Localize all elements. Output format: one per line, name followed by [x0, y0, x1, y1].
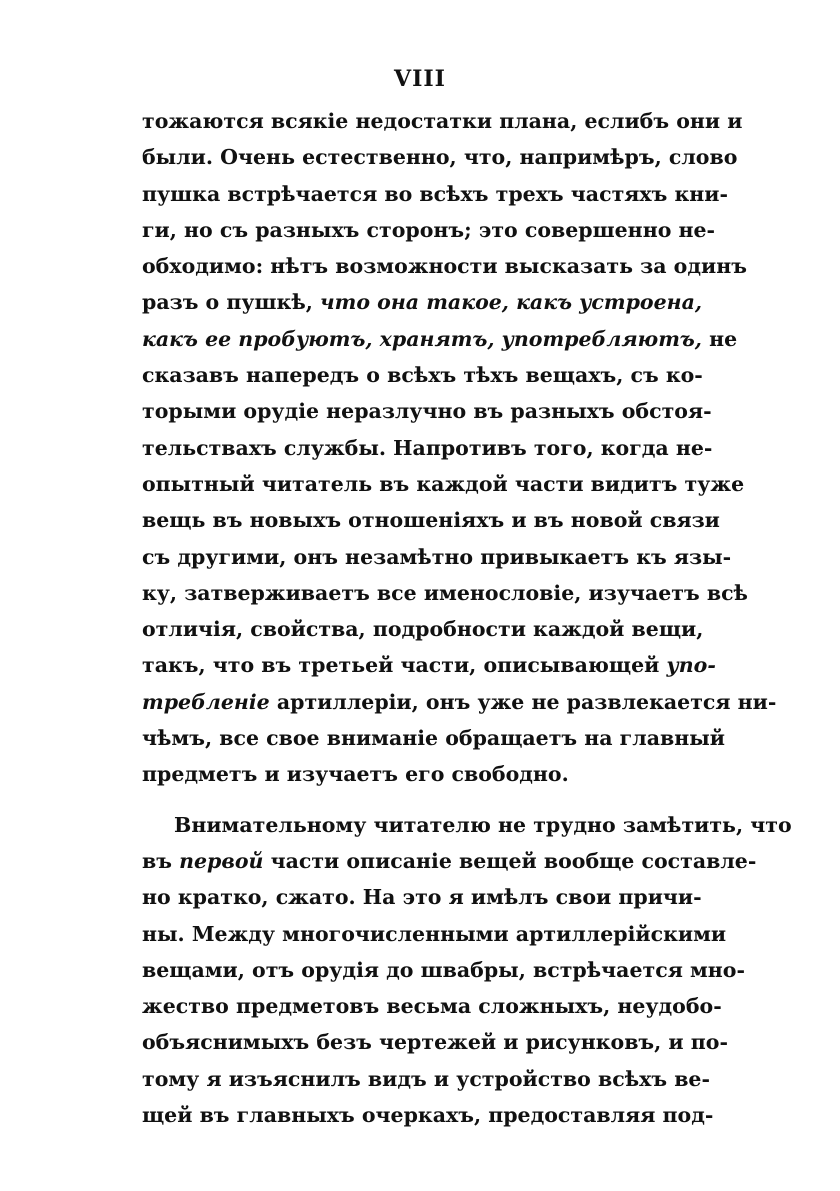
line-text: пушка встрѣчается во всѣхъ трехъ частяхъ кни- [142, 181, 729, 206]
line-text: отличія, свойства, подробности каждой вещи, [142, 617, 704, 642]
text-line [142, 139, 738, 175]
italic-text: что она такое, какъ устроена, [320, 290, 702, 315]
line-text: тожаются всякіе недостатки плана, еслибъ они и [142, 109, 743, 133]
text-line [142, 103, 743, 139]
text-line [142, 720, 725, 756]
line-text: торыми орудіе неразлучно въ разныхъ обстоя- [142, 399, 712, 424]
line-text: но кратко, сжато. На это я имѣлъ свои причи- [142, 885, 702, 910]
line-text: ку, затверживаетъ все именословіе, изучаетъ всѣ [142, 580, 748, 605]
text-line [142, 393, 712, 429]
text-line [142, 611, 704, 647]
page-number: VIII [394, 66, 446, 92]
text-line [142, 502, 720, 538]
line-text: обходимо: нѣтъ возможности высказать за одинъ [142, 254, 747, 279]
line-text: чѣмъ, все свое вниманіе обращаетъ на главный [142, 726, 725, 751]
text-line [142, 212, 716, 248]
text-line [142, 430, 713, 466]
line-text: Внимательному читателю не трудно замѣтить, что [174, 812, 792, 837]
italic-text: упо- [666, 653, 716, 678]
line-text: сказавъ напередъ о всѣхъ тѣхъ вещахъ, съ ко- [142, 363, 703, 388]
text-line [142, 539, 732, 575]
text-line [142, 357, 703, 393]
italic-text: какъ ее пробуютъ, хранятъ, употребляютъ, [142, 326, 702, 351]
text-line [142, 1097, 714, 1133]
text-line [142, 988, 722, 1024]
text-line [142, 176, 729, 212]
text-line [142, 1024, 728, 1060]
text-line [142, 756, 682, 792]
line-text: ны. Между многочисленными артиллерійскими [142, 921, 727, 946]
italic-text: первой [179, 848, 264, 873]
line-text: были. Очень естественно, что, напримѣръ, слово [142, 145, 738, 170]
line-text: предметъ и изучаетъ его свободно. [142, 762, 569, 787]
text-line [142, 879, 702, 915]
line-text: ги, но съ разныхъ сторонъ; это совершенно не- [142, 217, 716, 242]
body-text [142, 103, 792, 1133]
line-text: опытный читатель въ каждой части видитъ туже [142, 471, 745, 496]
line-text: съ другими, онъ незамѣтно привыкаетъ къ язы- [142, 544, 732, 569]
text-line [142, 684, 777, 720]
text-line [142, 321, 738, 357]
paragraph-1 [142, 103, 777, 793]
text-line [142, 466, 745, 502]
line-text: вещами, отъ орудія до швабры, встрѣчается мно- [142, 957, 745, 982]
text-line [142, 843, 757, 879]
line-text: разъ о пушкѣ, [142, 290, 321, 315]
text-line [142, 284, 702, 320]
italic-text: требленіе [142, 689, 270, 714]
line-text: въ [142, 848, 180, 873]
line-text: щей въ главныхъ очеркахъ, предоставляя под- [142, 1103, 714, 1128]
text-line [142, 807, 792, 843]
line-text: жество предметовъ весьма сложныхъ, неудобо- [142, 994, 722, 1019]
text-line [142, 575, 748, 611]
line-text: артиллеріи, онъ уже не развлекается ни- [269, 689, 777, 714]
text-line [142, 916, 727, 952]
line-text: тому я изъяснилъ видъ и устройство всѣхъ ве- [142, 1066, 710, 1091]
text-line [142, 1061, 710, 1097]
text-line [142, 248, 747, 284]
line-text: объяснимыхъ безъ чертежей и рисунковъ, и по- [142, 1030, 728, 1055]
line-text: не [701, 326, 738, 351]
line-text: такъ, что въ третьей части, описывающей [142, 653, 667, 678]
text-line [142, 647, 716, 683]
line-text: вещь въ новыхъ отношеніяхъ и въ новой связи [142, 508, 720, 533]
paragraph-2 [142, 807, 792, 1134]
text-line [142, 952, 745, 988]
line-text: части описаніе вещей вообще составле- [263, 848, 757, 873]
line-text: тельствахъ службы. Напротивъ того, когда не- [142, 435, 713, 460]
